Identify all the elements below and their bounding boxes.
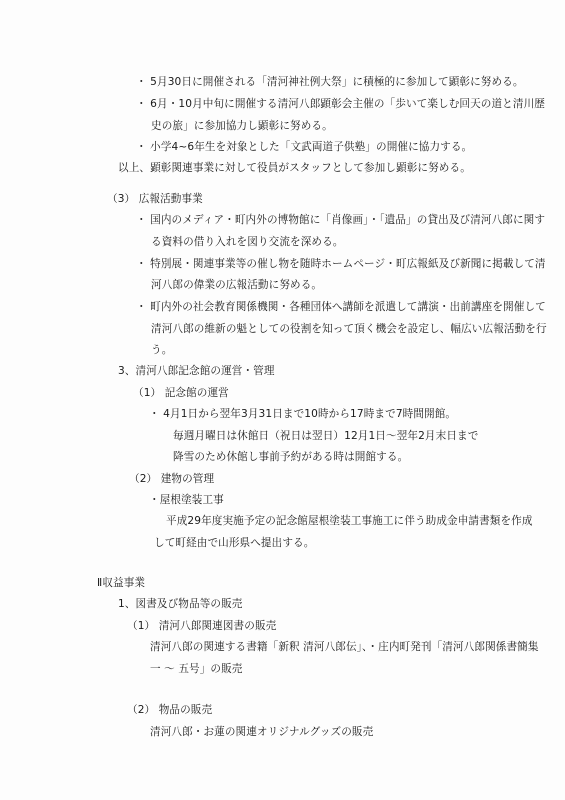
books-line-1: 清河八郎の関連する書籍「新釈 清河八郎伝」、・庄内町発刊「清河八郎関係書簡集	[150, 641, 539, 653]
building-line-1: 平成29年度実施予定の記念館屋根塗装工事施工に伴う助成金申請書類を作成	[166, 515, 533, 527]
event-bullet-1: ・ 5月30日に開催される「清河神社例大祭」に積極的に参加して顕彰に努める。	[136, 76, 524, 88]
pr-bullet-3-line-1: ・ 町内外の社会教育関係機関・各種団体へ講師を派遣して講演・出前講座を開催して	[136, 301, 546, 313]
building-heading: （2） 建物の管理	[129, 473, 215, 485]
pr-heading: （3） 広報活動事業	[107, 193, 203, 205]
pr-bullet-1-line-2: る資料の借り入れを図り交流を深める。	[151, 236, 344, 248]
revenue-heading: Ⅱ収益事業	[97, 577, 146, 589]
museum-operation-line-3: 降雪のため休館し事前予約がある時は開館する。	[173, 451, 409, 463]
pr-bullet-2-line-2: 河八郎の偉業の広報活動に努める。	[151, 279, 323, 291]
event-summary: 以上、顕彰関連事業に対して役員がスタッフとして参加し顕彰に努める。	[118, 162, 471, 174]
building-line-2: して町経由で山形県へ提出する。	[154, 537, 315, 549]
pr-bullet-2-line-1: ・ 特別展・関連事業等の催し物を随時ホームページ・町広報紙及び新聞に掲載して清	[136, 258, 546, 270]
museum-operation-heading: （1） 記念館の運営	[133, 387, 229, 399]
event-bullet-2-line-1: ・ 6月・10月中旬に開催する清河八郎顕彰会主催の「歩いて楽しむ回天の道と清川歴	[136, 98, 545, 110]
pr-bullet-1-line-1: ・ 国内のメディア・町内外の博物館に「肖像画」・「遺品」の貸出及び清河八郎に関す	[136, 214, 546, 226]
pr-bullet-3-line-2: 清河八郎の維新の魁としての役割を知って頂く機会を設定し、幅広い広報活動を行	[151, 323, 547, 335]
goods-heading: （2） 物品の販売	[127, 704, 213, 716]
museum-operation-line-2: 毎週月曜日は休館日（祝日は翌日）12月1日～翌年2月末日まで	[173, 430, 479, 442]
event-bullet-3: ・ 小学4~6年生を対象とした「文武両道子供塾」の開催に協力する。	[136, 141, 473, 153]
building-item: ・屋根塗装工事	[149, 494, 224, 506]
museum-operation-line-1: ・ 4月1日から翌年3月31日まで10時から17時まで7時間開館。	[149, 408, 457, 420]
event-bullet-2-line-2: 史の旅」に参加協力し顕彰に努める。	[151, 120, 333, 132]
books-heading: （1） 清河八郎関連図書の販売	[127, 620, 277, 632]
books-line-2: 一 ～ 五号」の販売	[150, 663, 243, 675]
sales-heading: 1、図書及び物品等の販売	[118, 598, 243, 610]
goods-line-1: 清河八郎・お蓮の関連オリジナルグッズの販売	[150, 726, 374, 738]
pr-bullet-3-line-3: う。	[151, 344, 173, 356]
museum-heading: 3、清河八郎記念館の運営・管理	[118, 365, 275, 377]
